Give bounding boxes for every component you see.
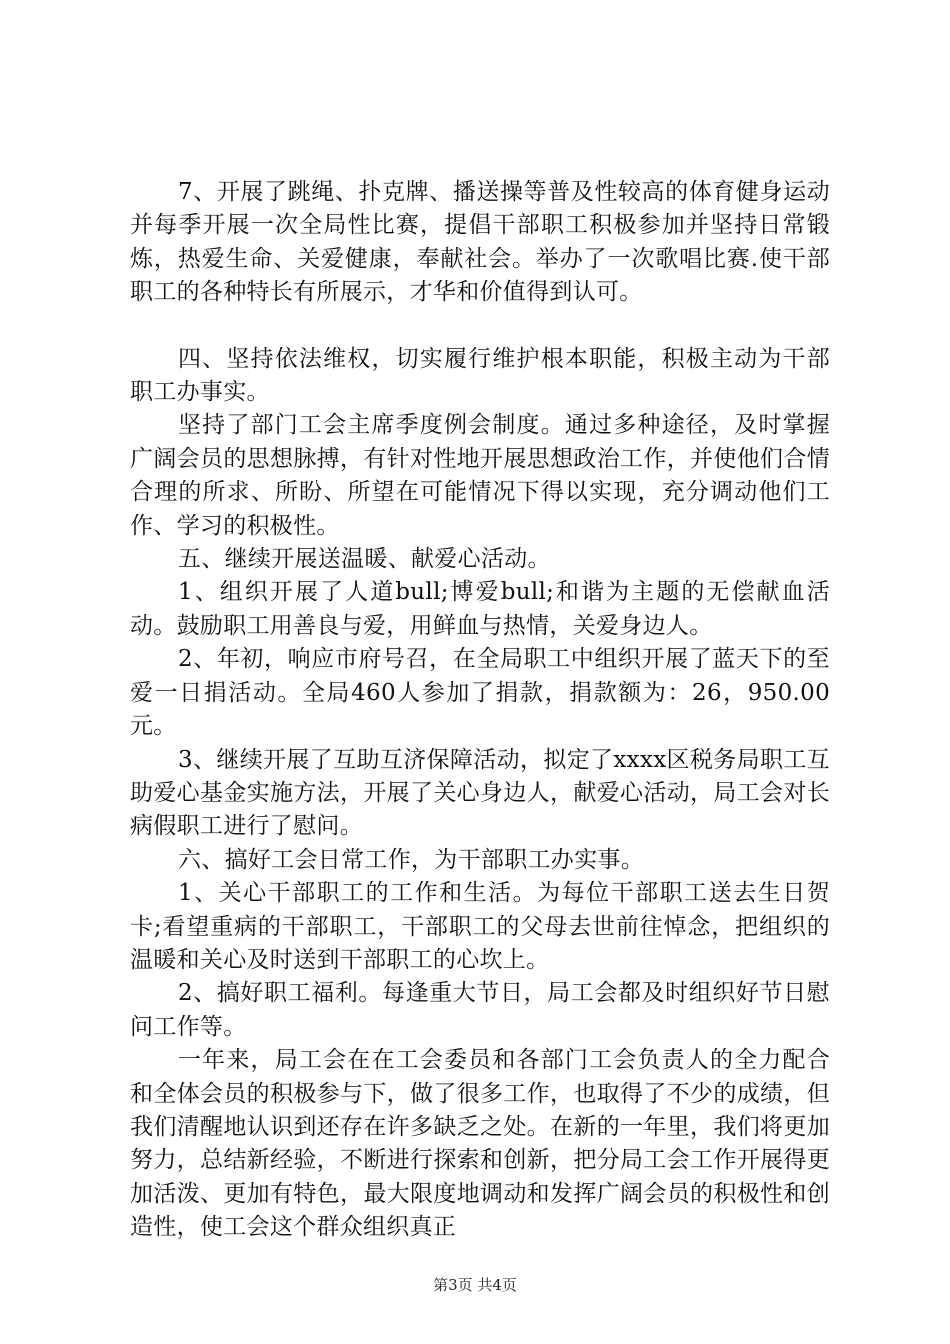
paragraph-chair-meetings: 坚持了部门工会主席季度例会制度。通过多种途径，及时掌握广阔会员的思想脉搏，有针对性地开展思想政治工作，并使他们合情合理的所求、所盼、所望在可能情况下得以实现，充分调动他们工作、学习的积极性。 [130, 412, 830, 539]
page-footer [0, 1274, 950, 1295]
page-number: 第3页 共4页 [433, 1276, 517, 1294]
paragraph-staff-care: 1、关心干部职工的工作和生活。为每位干部职工送去生日贺卡;看望重病的干部职工，干部职工的父母去世前往悼念，把组织的温暖和关心及时送到干部职工的心坎上。 [130, 880, 830, 973]
paragraph-mutual-aid: 3、继续开展了互助互济保障活动，拟定了xxxx区税务局职工互助爱心基金实施方法，开展了关心身边人，献爱心活动，局工会对长病假职工进行了慰问。 [130, 746, 830, 840]
paragraph-charity-donation: 2、年初，响应市府号召，在全局职工中组织开展了蓝天下的至爱一日捐活动。全局460人参加了捐款，捐款额为：26，950.00元。 [130, 646, 830, 740]
section-heading-rights: 四、坚持依法维权，切实履行维护根本职能，积极主动为干部职工办事实。 [130, 345, 830, 406]
paragraph-staff-welfare: 2、搞好职工福利。每逢重大节日，局工会都及时组织好节日慰问工作等。 [130, 980, 830, 1040]
paragraph-blood-donation: 1、组织开展了人道bull;博爱bull;和谐为主题的无偿献血活动。鼓励职工用善良与爱，用鲜血与热情，关爱身边人。 [130, 579, 830, 639]
section-heading-warmth: 五、继续开展送温暖、献爱心活动。 [178, 546, 551, 573]
paragraph-year-summary: 一年来，局工会在在工会委员和各部门工会负责人的全力配合和全体会员的积极参与下，做了很多工作，也取得了不少的成绩，但我们清醒地认识到还存在许多缺乏之处。在新的一年里，我们将更加努力，总结新经验，不断进行探索和创新，把分局工会工作开展得更加活泼、更加有特色，最大限度地调动和发挥广阔会员的积极性和创造性，使工会这个群众组织真正 [130, 1047, 830, 1241]
section-heading-daily-work: 六、搞好工会日常工作，为干部职工办实事。 [178, 846, 644, 873]
document-body [130, 176, 830, 1245]
paragraph-sports-activities: 7、开展了跳绳、扑克牌、播送操等普及性较高的体育健身运动并每季开展一次全局性比赛，提倡干部职工积极参加并坚持日常锻炼，热爱生命、关爱健康，奉献社会。举办了一次歌唱比赛.使干部职工的各种特长有所展示，才华和价值得到认可。 [130, 179, 830, 306]
